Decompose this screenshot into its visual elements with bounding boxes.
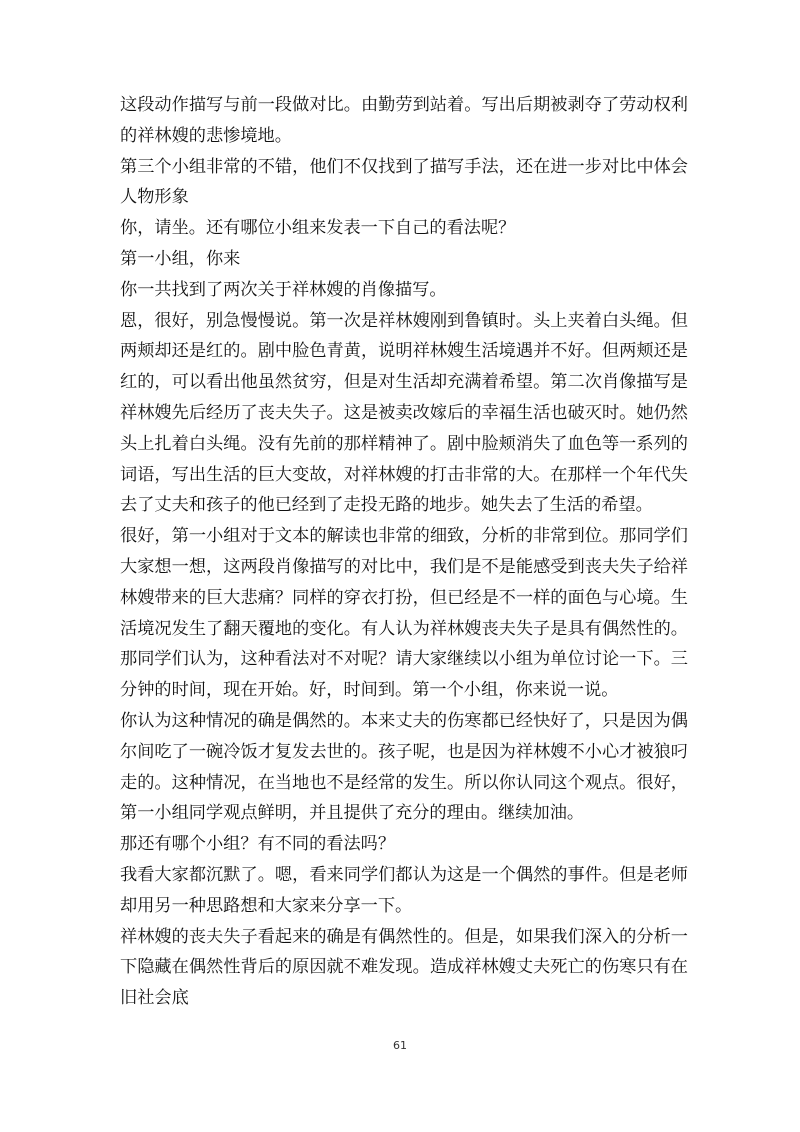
paragraph-8: 你认为这种情况的确是偶然的。本来丈夫的伤寒都已经快好了，只是因为偶尔间吃了一碗冷饭才复发去世的。孩子呢，也是因为祥林嫂不小心才被狼叼走的。这种情况，在当地也不是经常的发生。所以你认同这个观点。很好，第一小组同学观点鲜明，并且提供了充分的理由。继续加油。 xyxy=(120,710,688,824)
paragraph-2: 第三个小组非常的不错，他们不仅找到了描写手法，还在进一步对比中体会人物形象 xyxy=(120,156,688,208)
paragraph-3: 你，请坐。还有哪位小组来发表一下自己的看法呢？ xyxy=(120,218,516,239)
paragraph-1: 这段动作描写与前一段做对比。由勤劳到站着。写出后期被剥夺了劳动权利的祥林嫂的悲惨境地。 xyxy=(120,95,688,146)
body-text xyxy=(120,90,688,1014)
paragraph-11: 祥林嫂的丧夫失子看起来的确是有偶然性的。但是，如果我们深入的分析一下隐藏在偶然性背后的原因就不难发现。造成祥林嫂丈夫死亡的伤寒只有在旧社会底 xyxy=(120,926,688,1009)
paragraph-9: 那还有哪个小组？有不同的看法吗？ xyxy=(120,834,396,855)
paragraph-6: 恩，很好，别急慢慢说。第一次是祥林嫂刚到鲁镇时。头上夹着白头绳。但两颊却还是红的。剧中脸色青黄，说明祥林嫂生活境遇并不好。但两颊还是红的，可以看出他虽然贫穷，但是对生活却充满着希望。第二次肖像描写是祥林嫂先后经历了丧夫失子。这是被卖改嫁后的幸福生活也破灭时。她仍然头上扎着白头绳。没有先前的那样精神了。剧中脸颊消失了血色等一系列的词语，写出生活的巨大变故，对祥林嫂的打击非常的大。在那样一个年代失去了丈夫和孩子的他已经到了走投无路的地步。她失去了生活的希望。 xyxy=(120,310,688,516)
paragraph-10: 我看大家都沉默了。嗯，看来同学们都认为这是一个偶然的事件。但是老师却用另一种思路想和大家来分享一下。 xyxy=(120,864,688,916)
paragraph-4: 第一小组，你来 xyxy=(120,248,241,269)
paragraph-5: 你一共找到了两次关于祥林嫂的肖像描写。 xyxy=(120,279,447,300)
paragraph-7: 很好，第一小组对于文本的解读也非常的细致，分析的非常到位。那同学们大家想一想，这两段肖像描写的对比中，我们是不是能感受到丧夫失子给祥林嫂带来的巨大悲痛？同样的穿衣打扮，但已经是不一样的面色与心境。生活境况发生了翻天覆地的变化。有人认为祥林嫂丧夫失子是具有偶然性的。那同学们认为，这种看法对不对呢？请大家继续以小组为单位讨论一下。三分钟的时间，现在开始。好，时间到。第一个小组，你来说一说。 xyxy=(120,526,688,701)
page-number: 61 xyxy=(393,1039,407,1052)
